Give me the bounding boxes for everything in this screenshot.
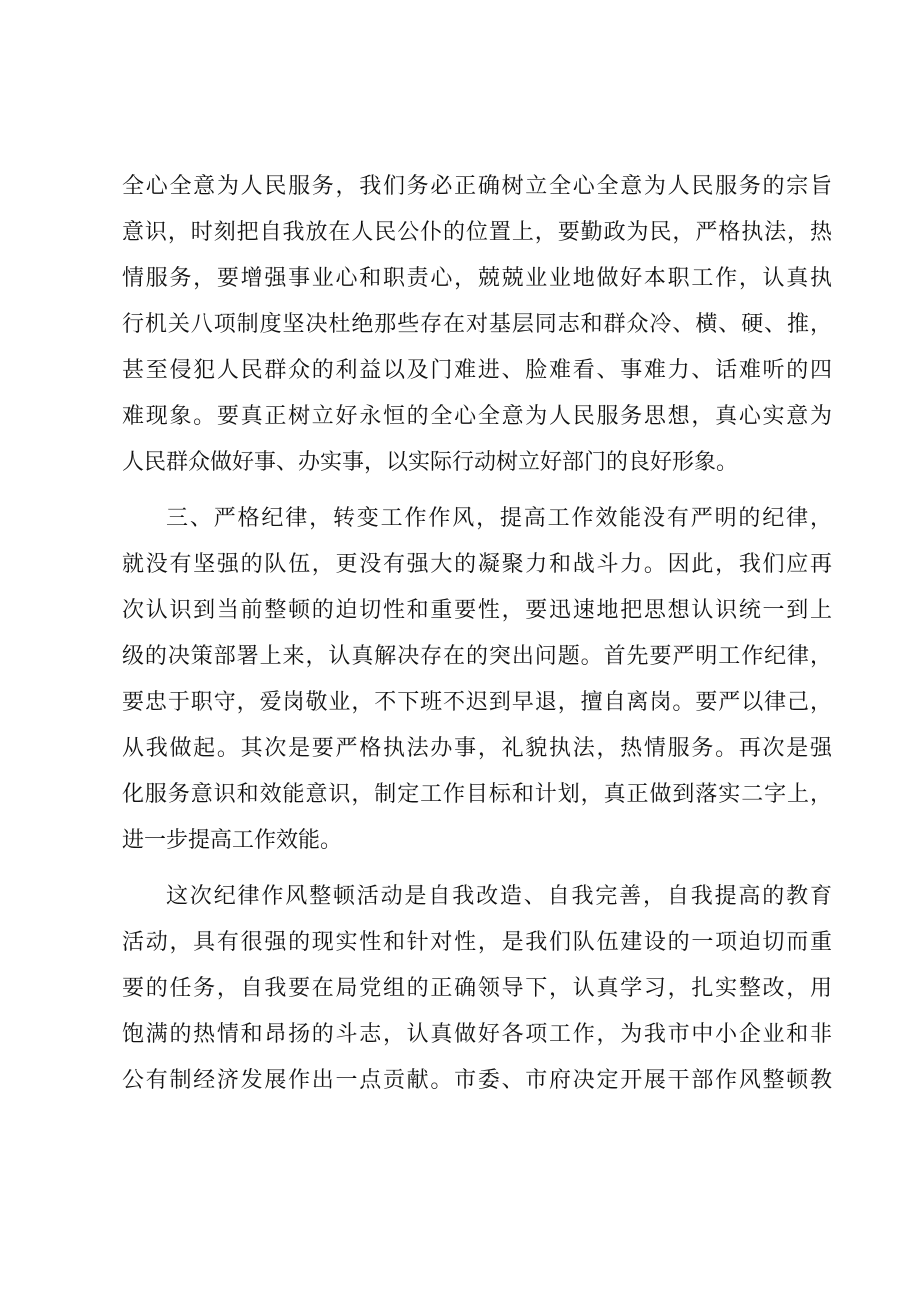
text-line: 三、严格纪律，转变工作作风，提高工作效能没有严明的纪律， bbox=[166, 506, 832, 531]
text-line: 公有制经济发展作出一点贡献。市委、市府决定开展干部作风整顿教 bbox=[122, 1068, 832, 1093]
text-line: 化服务意识和效能意识，制定工作目标和计划，真正做到落实二字上， bbox=[122, 782, 832, 807]
text-line: 就没有坚强的队伍，更没有强大的凝聚力和战斗力。因此，我们应再 bbox=[122, 552, 832, 577]
paragraph-gap bbox=[122, 864, 832, 874]
text-line: 全心全意为人民服务，我们务必正确树立全心全意为人民服务的宗旨 bbox=[122, 174, 832, 199]
text-line: 意识，时刻把自我放在人民公仆的位置上，要勤政为民，严格执法，热 bbox=[122, 220, 832, 245]
text-line: 要的任务，自我要在局党组的正确领导下，认真学习，扎实整改，用 bbox=[122, 976, 832, 1001]
text-line: 这次纪律作风整顿活动是自我改造、自我完善，自我提高的教育 bbox=[166, 884, 832, 909]
text-line: 活动，具有很强的现实性和针对性，是我们队伍建设的一项迫切而重 bbox=[122, 930, 832, 955]
text-line: 情服务，要增强事业心和职责心，兢兢业业地做好本职工作，认真执 bbox=[122, 266, 832, 291]
text-line: 级的决策部署上来，认真解决存在的突出问题。首先要严明工作纪律， bbox=[122, 644, 832, 669]
text-line: 次认识到当前整顿的迫切性和重要性，要迅速地把思想认识统一到上 bbox=[122, 598, 832, 623]
text-line: 要忠于职守，爱岗敬业，不下班不迟到早退，擅自离岗。要严以律己， bbox=[122, 690, 832, 715]
text-line: 进一步提高工作效能。 bbox=[122, 828, 343, 853]
text-line: 难现象。要真正树立好永恒的全心全意为人民服务思想，真心实意为 bbox=[122, 404, 832, 429]
paragraph-service bbox=[122, 164, 832, 486]
paragraph-discipline bbox=[122, 496, 832, 864]
text-line: 从我做起。其次是要严格执法办事，礼貌执法，热情服务。再次是强 bbox=[122, 736, 832, 761]
text-line: 行机关八项制度坚决杜绝那些存在对基层同志和群众冷、横、硬、推， bbox=[122, 312, 832, 337]
paragraph-rectification bbox=[122, 874, 832, 1104]
text-line: 甚至侵犯人民群众的利益以及门难进、脸难看、事难力、话难听的四 bbox=[122, 358, 832, 383]
document-body bbox=[122, 164, 832, 1104]
text-line: 人民群众做好事、办实事，以实际行动树立好部门的良好形象。 bbox=[122, 450, 739, 475]
text-line: 饱满的热情和昂扬的斗志，认真做好各项工作，为我市中小企业和非 bbox=[122, 1022, 832, 1047]
paragraph-gap bbox=[122, 486, 832, 496]
